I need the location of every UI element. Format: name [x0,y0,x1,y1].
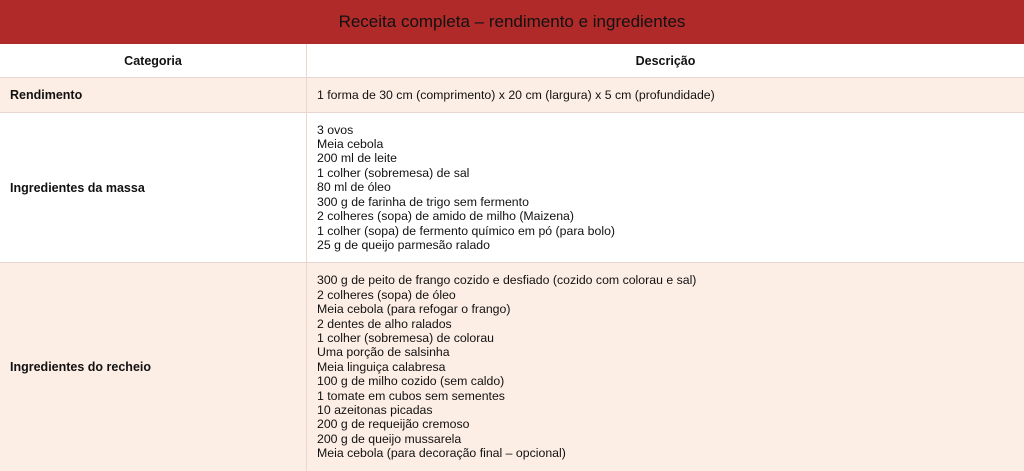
description-line: 200 g de queijo mussarela [317,431,462,446]
table-header [0,44,1024,78]
description-line: 80 ml de óleo [317,180,391,195]
row-description [307,263,1024,471]
description-line: Meia cebola [317,137,384,152]
description-line: Meia cebola (para decoração final – opcional) [317,446,566,461]
table-row [0,263,1024,471]
header-description: Descrição [635,53,696,68]
description-line: 1 tomate em cubos sem sementes [317,388,505,403]
description-line: 200 ml de leite [317,151,397,166]
description-line: 200 g de requeijão cremoso [317,417,470,432]
table-row [0,78,1024,113]
description-line: 1 colher (sobremesa) de colorau [317,330,495,345]
table-row [0,113,1024,263]
header-category: Categoria [0,44,307,77]
row-description [307,113,1024,262]
description-line: 1 colher (sobremesa) de sal [317,165,470,180]
description-line: 10 azeitonas picadas [317,403,433,418]
description-line: 3 ovos [317,122,354,137]
description-line: 2 dentes de alho ralados [317,316,452,331]
description-line: 2 colheres (sopa) de óleo [317,287,456,302]
row-description [307,78,1024,112]
description-line: 300 g de peito de frango cozido e desfiado (cozido com colorau e sal) [317,273,697,288]
description-line: Meia linguiça calabresa [317,359,446,374]
table-title [0,0,1024,44]
description-line: 2 colheres (sopa) de amido de milho (Maizena) [317,209,574,224]
description-line: 25 g de queijo parmesão ralado [317,237,490,252]
description-line: 300 g de farinha de trigo sem fermento [317,194,529,209]
row-category: Ingredientes da massa [0,113,307,262]
description-line: 1 forma de 30 cm (comprimento) x 20 cm (largura) x 5 cm (profundidade) [317,87,715,102]
row-category: Ingredientes do recheio [0,263,307,471]
description-line: 1 colher (sopa) de fermento químico em pó (para bolo) [317,223,616,238]
description-line: Uma porção de salsinha [317,345,450,360]
description-line: Meia cebola (para refogar o frango) [317,302,511,317]
description-line: 100 g de milho cozido (sem caldo) [317,374,505,389]
row-category: Rendimento [0,78,307,112]
table-title-text: Receita completa – rendimento e ingredientes [338,12,686,31]
